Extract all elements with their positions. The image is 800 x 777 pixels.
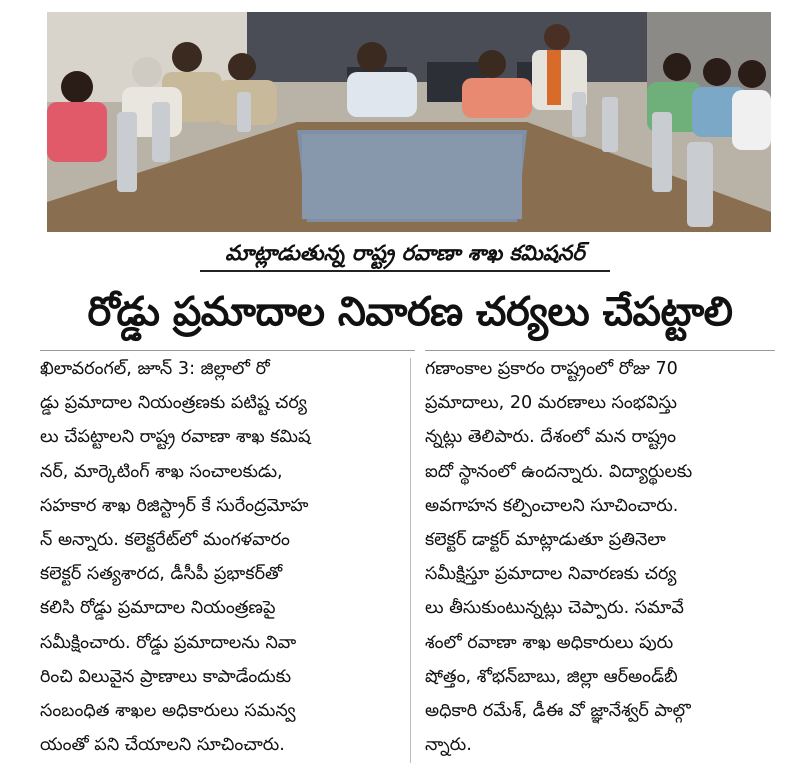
article-line: సమీక్షించారు. రోడ్డు ప్రమాదాలను నివా (40, 632, 297, 653)
article-headline: రోడ్డు ప్రమాదాల నివారణ చర్యలు చేపట్టాలి (87, 289, 733, 335)
article-column-right (425, 352, 795, 772)
article-line: సహకార శాఖ రిజిస్ట్రార్ కే సురేంద్రమోహ (40, 495, 309, 516)
article-line: శంలో రవాణా శాఖ అధికారులు పురు (425, 632, 674, 653)
article-line: సమీక్షిస్తూ ప్రమాదాల నివారణకు చర్య (425, 564, 677, 585)
article-column-left (40, 352, 410, 772)
article-line: అధికారి రమేశ్, డీఈ వో జ్ఞానేశ్వర్ పాల్గొ (425, 701, 691, 722)
column-divider (410, 358, 411, 763)
news-photo (47, 12, 771, 232)
article-line: న్ అన్నారు. కలెక్టరేట్‌లో మంగళవారం (40, 530, 290, 551)
article-line: గణాంకాల ప్రకారం రాష్ట్రంలో రోజు 70 (425, 359, 678, 379)
article-line: ఐదో స్థానంలో ఉందన్నారు. విద్యార్థులకు (425, 461, 693, 482)
article-line: ఖిలావరంగల్, జూన్ 3: జిల్లాలో రో (40, 359, 270, 379)
article-line: న్నారు. (425, 735, 472, 756)
article-line: లు చేపట్టాలని రాష్ట్ర రవాణా శాఖ కమిష (40, 427, 311, 448)
photo-caption: మాట్లాడుతున్న రాష్ట్ర రవాణా శాఖ కమిషనర్ (200, 236, 610, 272)
article-line: న్నట్లు తెలిపారు. దేశంలో మన రాష్ట్రం (425, 427, 677, 448)
article-line: అవగాహన కల్పించాలని సూచించారు. (425, 495, 679, 516)
article-line: షోత్తం, శోభన్‌బాబు, జిల్లా ఆర్అండ్‌బీ (425, 666, 678, 687)
article-line: నర్, మార్కెటింగ్ శాఖ సంచాలకుడు, (40, 461, 283, 482)
article-line: సంబంధిత శాఖల అధికారులు సమన్వ (40, 701, 296, 722)
meeting-photo-illustration (47, 12, 771, 232)
headline-rule-left (40, 350, 415, 351)
article-line: రించి విలువైన ప్రాణాలు కాపాడేందుకు (40, 666, 292, 687)
article-line: కలెక్టర్ డాక్టర్ మాట్లాడుతూ ప్రతినెలా (425, 530, 666, 551)
article-line: ప్రమాదాలు, 20 మరణాలు సంభవిస్తు (425, 393, 677, 414)
article-line: కలిసి రోడ్డు ప్రమాదాల నియంత్రణపై (40, 598, 276, 619)
article-line: కలెక్టర్ సత్యశారద, డీసీపీ ప్రభాకర్‌తో (40, 564, 283, 585)
article-line: లు తీసుకుంటున్నట్లు చెప్పారు. సమావే (425, 598, 684, 619)
article-line: డ్డు ప్రమాదాల నియంత్రణకు పటిష్ట చర్య (40, 393, 307, 414)
article-line: యంతో పని చేయాలని సూచించారు. (40, 735, 285, 756)
headline-rule-right (425, 350, 775, 351)
